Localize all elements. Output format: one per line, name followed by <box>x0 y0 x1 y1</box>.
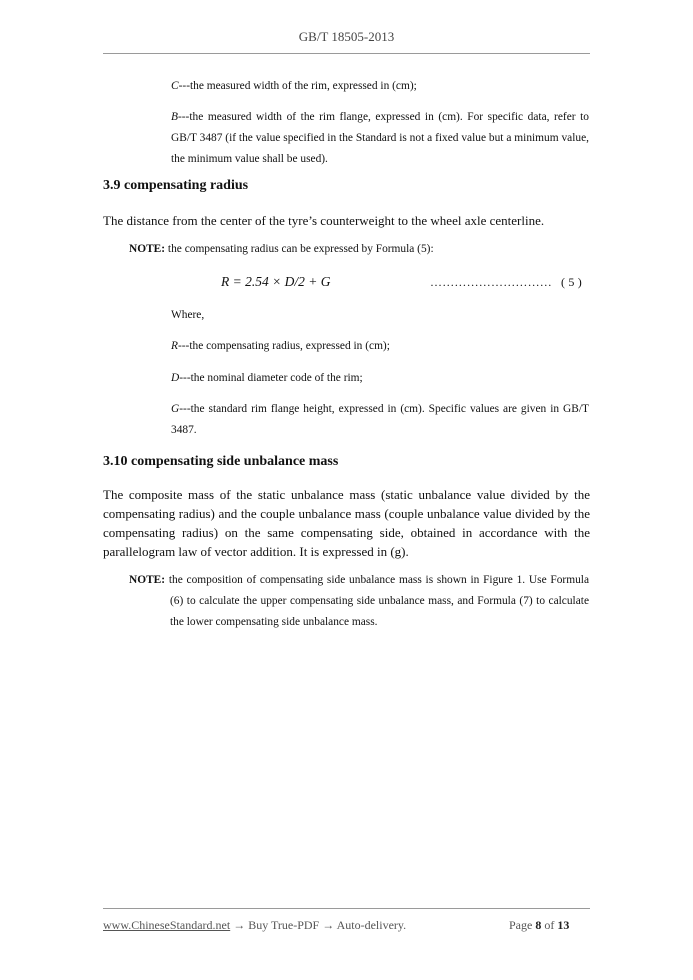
arrow-right-icon: → <box>233 918 246 932</box>
c-text: ---the measured width of the rim, expressed in (cm); <box>178 80 417 92</box>
d-definition <box>171 368 589 389</box>
page-word: Page <box>509 918 533 932</box>
section-3-10-definition: The composite mass of the static unbalance mass (static unbalance value divided by the compensating radius) and the couple unbalance mass (couple unbalance value divided by the compensating radius) on the same compensating side, obtained in accordance with the parallelogram law of vector addition. It is expressed in (g). <box>103 487 590 559</box>
section-3-10-note <box>129 570 589 633</box>
r-symbol: R <box>171 340 178 352</box>
b-symbol: B <box>171 111 178 123</box>
g-definition <box>171 399 589 441</box>
formula-5-number: ( 5 ) <box>561 275 582 289</box>
section-3-9-heading: 3.9 compensating radius <box>103 178 249 193</box>
c-symbol: C <box>171 80 179 92</box>
page-number <box>509 918 569 933</box>
page-of: of <box>544 918 555 932</box>
note-label-2: NOTE: <box>129 574 166 586</box>
page-total: 13 <box>557 918 570 932</box>
section-3-10-heading: 3.10 compensating side unbalance mass <box>103 454 339 469</box>
b-text: ---the measured width of the rim flange, expressed in (cm). For specific data, refer to GB/T 3487 (if the value specified in the Standard is not a fixed value but a minimum value, the minimum value shall be used). <box>171 111 589 165</box>
running-header: GB/T 18505-2013 <box>298 29 395 44</box>
note-text: the compensating radius can be expressed by Formula (5): <box>165 243 434 255</box>
r-definition <box>171 336 589 357</box>
b-definition <box>171 107 589 170</box>
delivery-text: Auto-delivery. <box>336 918 407 932</box>
g-symbol: G <box>171 403 180 415</box>
d-text: ---the nominal diameter code of the rim; <box>179 372 363 384</box>
note-label: NOTE: <box>129 243 166 255</box>
footer-promo <box>103 918 406 933</box>
section-3-9-note <box>129 239 589 260</box>
d-symbol: D <box>171 372 180 384</box>
arrow-right-icon-2: → <box>322 918 335 932</box>
formula-5: R = 2.54 × D/2 + G <box>221 274 331 289</box>
header-rule <box>103 53 590 54</box>
c-definition <box>171 76 589 97</box>
page-current: 8 <box>535 918 542 932</box>
site-link[interactable]: www.ChineseStandard.net <box>103 918 231 932</box>
where-label: Where, <box>171 309 205 321</box>
footer-rule <box>103 908 590 909</box>
section-3-9-definition: The distance from the center of the tyre’s counterweight to the wheel axle centerline. <box>103 213 545 228</box>
g-text: ---the standard rim flange height, expressed in (cm). Specific values are given in GB/T 3487. <box>171 403 589 436</box>
formula-5-leader: ………………………… <box>430 275 552 289</box>
buy-text: Buy True-PDF <box>248 918 320 932</box>
r-text: ---the compensating radius, expressed in (cm); <box>177 340 390 352</box>
note-text-2: the composition of compensating side unbalance mass is shown in Figure 1. Use Formula (6) to calculate the upper compensating side unbalance mass, and Formula (7) to calculate the lower compensating side unbalance mass. <box>165 574 589 628</box>
